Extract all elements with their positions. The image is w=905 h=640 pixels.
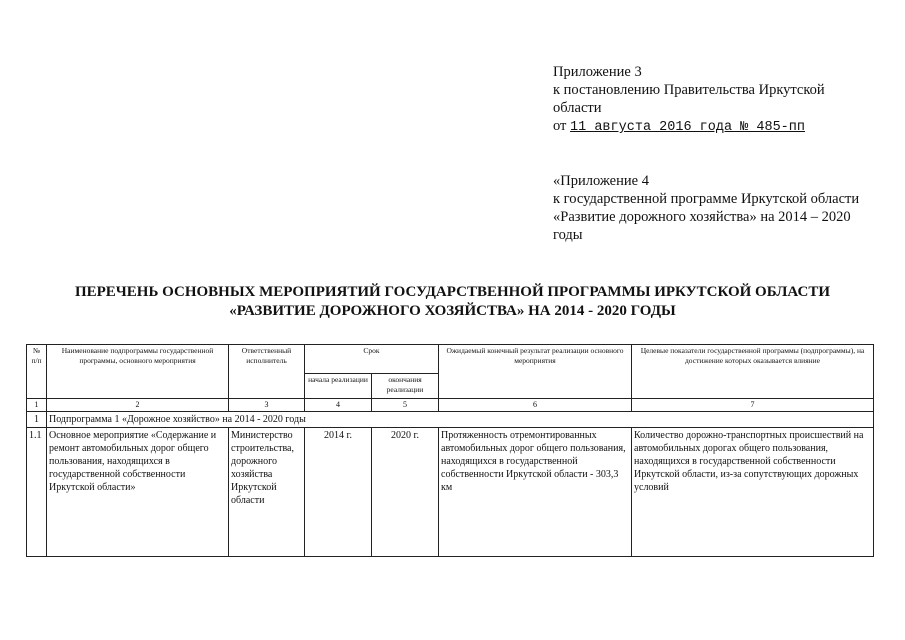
subprogram-row xyxy=(27,412,874,428)
header-executor: Ответственный исполнитель xyxy=(229,345,305,399)
column-number: 3 xyxy=(229,399,305,412)
header-row-1 xyxy=(27,345,874,374)
header-start: начала реализации xyxy=(305,374,372,399)
annex-3-line-4 xyxy=(553,117,853,137)
column-number: 7 xyxy=(632,399,874,412)
annex-3-heading xyxy=(553,63,853,137)
annex-3-line-3: области xyxy=(553,100,602,116)
column-number: 1 xyxy=(27,399,47,412)
column-number: 5 xyxy=(372,399,439,412)
row-indicators: Количество дорожно-транспортных происшествий на автомобильных дорогах общего пользования, находящихся в государственной собственности Иркутской области, из-за сопутствующих дорожных условий xyxy=(632,428,874,557)
document-title-line-2: «РАЗВИТИЕ ДОРОЖНОГО ХОЗЯЙСТВА» НА 2014 - 2020 ГОДЫ xyxy=(229,303,676,319)
subprogram-num: 1 xyxy=(27,412,47,428)
header-num: № п/п xyxy=(27,345,47,399)
header-term: Срок xyxy=(305,345,439,374)
column-number: 6 xyxy=(439,399,632,412)
annex-4-line-4: годы xyxy=(553,227,583,243)
row-start: 2014 г. xyxy=(305,428,372,557)
row-executor: Министерство строительства, дорожного хозяйства Иркутской области xyxy=(229,428,305,557)
annex-4-line-2: к государственной программе Иркутской области xyxy=(553,191,860,207)
annex-4-heading xyxy=(553,172,873,244)
annex-3-date-prefix: от xyxy=(553,118,567,134)
header-name: Наименование подпрограммы государственной программы, основного мероприятия xyxy=(47,345,229,399)
row-end: 2020 г. xyxy=(372,428,439,557)
header-result: Ожидаемый конечный результат реализации основного мероприятия xyxy=(439,345,632,399)
annex-4-line-1: «Приложение 4 xyxy=(553,173,649,189)
document-title-line-1: ПЕРЕЧЕНЬ ОСНОВНЫХ МЕРОПРИЯТИЙ ГОСУДАРСТВЕННОЙ ПРОГРАММЫ ИРКУТСКОЙ ОБЛАСТИ xyxy=(74,284,831,300)
annex-3-line-1: Приложение 3 xyxy=(553,64,642,80)
header-end: окончания реализации xyxy=(372,374,439,399)
subprogram-title: Подпрограмма 1 «Дорожное хозяйство» на 2014 - 2020 годы xyxy=(47,412,874,428)
annex-3-date: 11 августа 2016 года № 485-пп xyxy=(570,120,805,135)
header-indicators: Целевые показатели государственной программы (подпрограммы), на достижение которых оказывается влияние xyxy=(632,345,874,399)
measures-table xyxy=(26,344,874,557)
row-num: 1.1 xyxy=(27,428,47,557)
row-name: Основное мероприятие «Содержание и ремонт автомобильных дорог общего пользования, находящихся в государственной собственности Иркутской области» xyxy=(47,428,229,557)
column-numbers-row xyxy=(27,399,874,412)
annex-3-line-2: к постановлению Правительства Иркутской xyxy=(553,82,825,98)
column-number: 2 xyxy=(47,399,229,412)
column-number: 4 xyxy=(305,399,372,412)
row-result: Протяженность отремонтированных автомобильных дорог общего пользования, находящихся в государственной собственности Иркутской области - 303,3 км xyxy=(439,428,632,557)
annex-4-line-3: «Развитие дорожного хозяйства» на 2014 – 2020 xyxy=(553,209,851,225)
table-row xyxy=(27,428,874,557)
